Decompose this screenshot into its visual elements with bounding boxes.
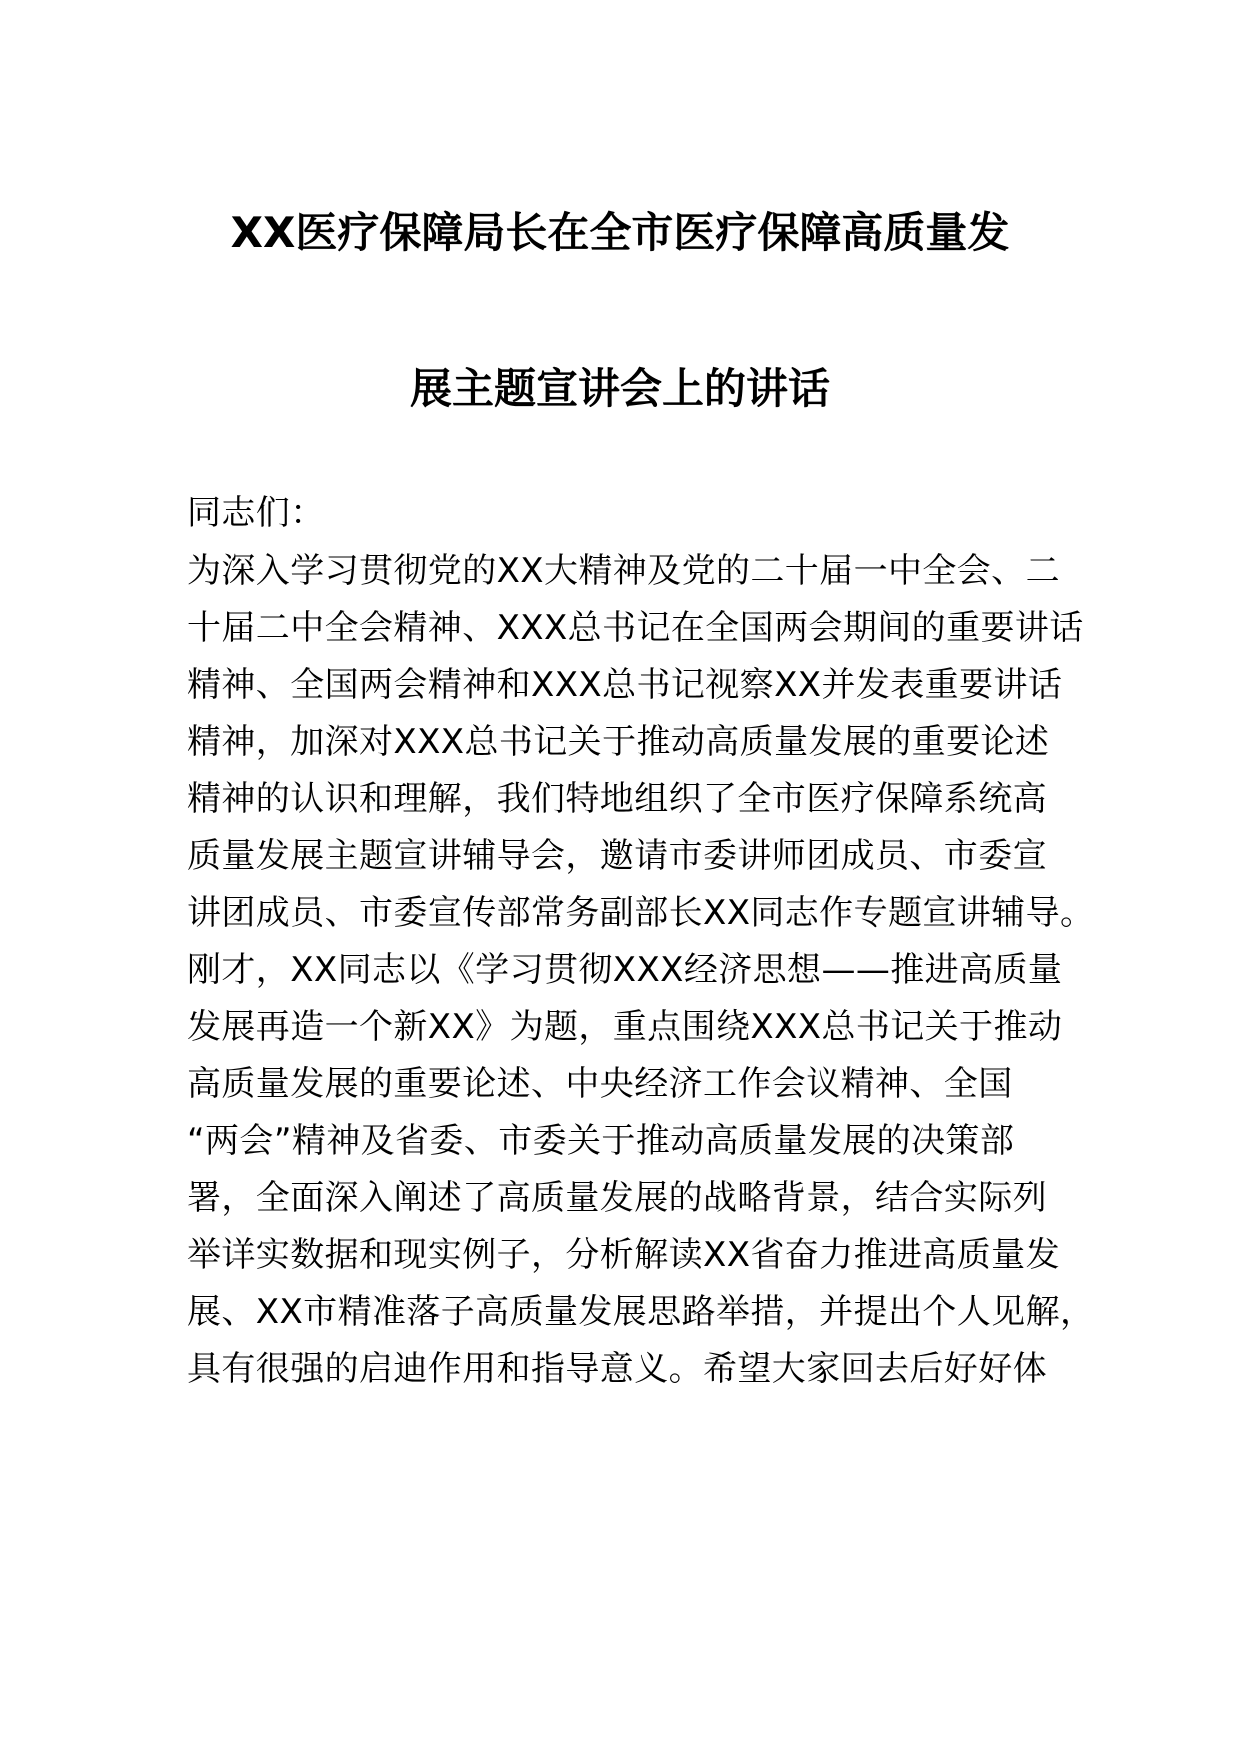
body-line: 精神、全国两会精神和XXX总书记视察XX并发表重要讲话 <box>187 665 1063 705</box>
body-line: 举详实数据和现实例子，分析解读XX省奋力推进高质量发 <box>187 1235 1060 1275</box>
document-title-line-1: XX医疗保障局长在全市医疗保障高质量发 <box>230 208 1010 257</box>
body-line: 发展再造一个新XX》为题，重点围绕XXX总书记关于推动 <box>187 1007 1063 1047</box>
body-line: 讲团成员、市委宣传部常务副部长XX同志作专题宣讲辅导。 <box>187 893 1095 933</box>
body-line: 署，全面深入阐述了高质量发展的战略背景，结合实际列 <box>187 1178 1047 1218</box>
body-line: 精神，加深对XXX总书记关于推动高质量发展的重要论述 <box>187 722 1050 762</box>
body-line: 高质量发展的重要论述、中央经济工作会议精神、全国 <box>187 1064 1013 1104</box>
body-line: 具有很强的启迪作用和指导意义。希望大家回去后好好体 <box>187 1349 1047 1389</box>
body-line: 质量发展主题宣讲辅导会，邀请市委讲师团成员、市委宣 <box>187 836 1047 876</box>
document-title-line-2: 展主题宣讲会上的讲话 <box>409 364 830 413</box>
body-line: 精神的认识和理解，我们特地组织了全市医疗保障系统高 <box>187 779 1047 819</box>
body-line: 为深入学习贯彻党的XX大精神及党的二十届一中全会、二 <box>187 551 1060 591</box>
salutation: 同志们： <box>187 493 325 533</box>
body-line: “两会”精神及省委、市委关于推动高质量发展的决策部 <box>187 1121 1015 1161</box>
body-line: 展、XX市精准落子高质量发展思路举措，并提出个人见解， <box>187 1292 1095 1332</box>
body-line: 刚才，XX同志以《学习贯彻XXX经济思想——推进高质量 <box>187 950 1063 990</box>
body-line: 十届二中全会精神、XXX总书记在全国两会期间的重要讲话 <box>187 608 1084 648</box>
